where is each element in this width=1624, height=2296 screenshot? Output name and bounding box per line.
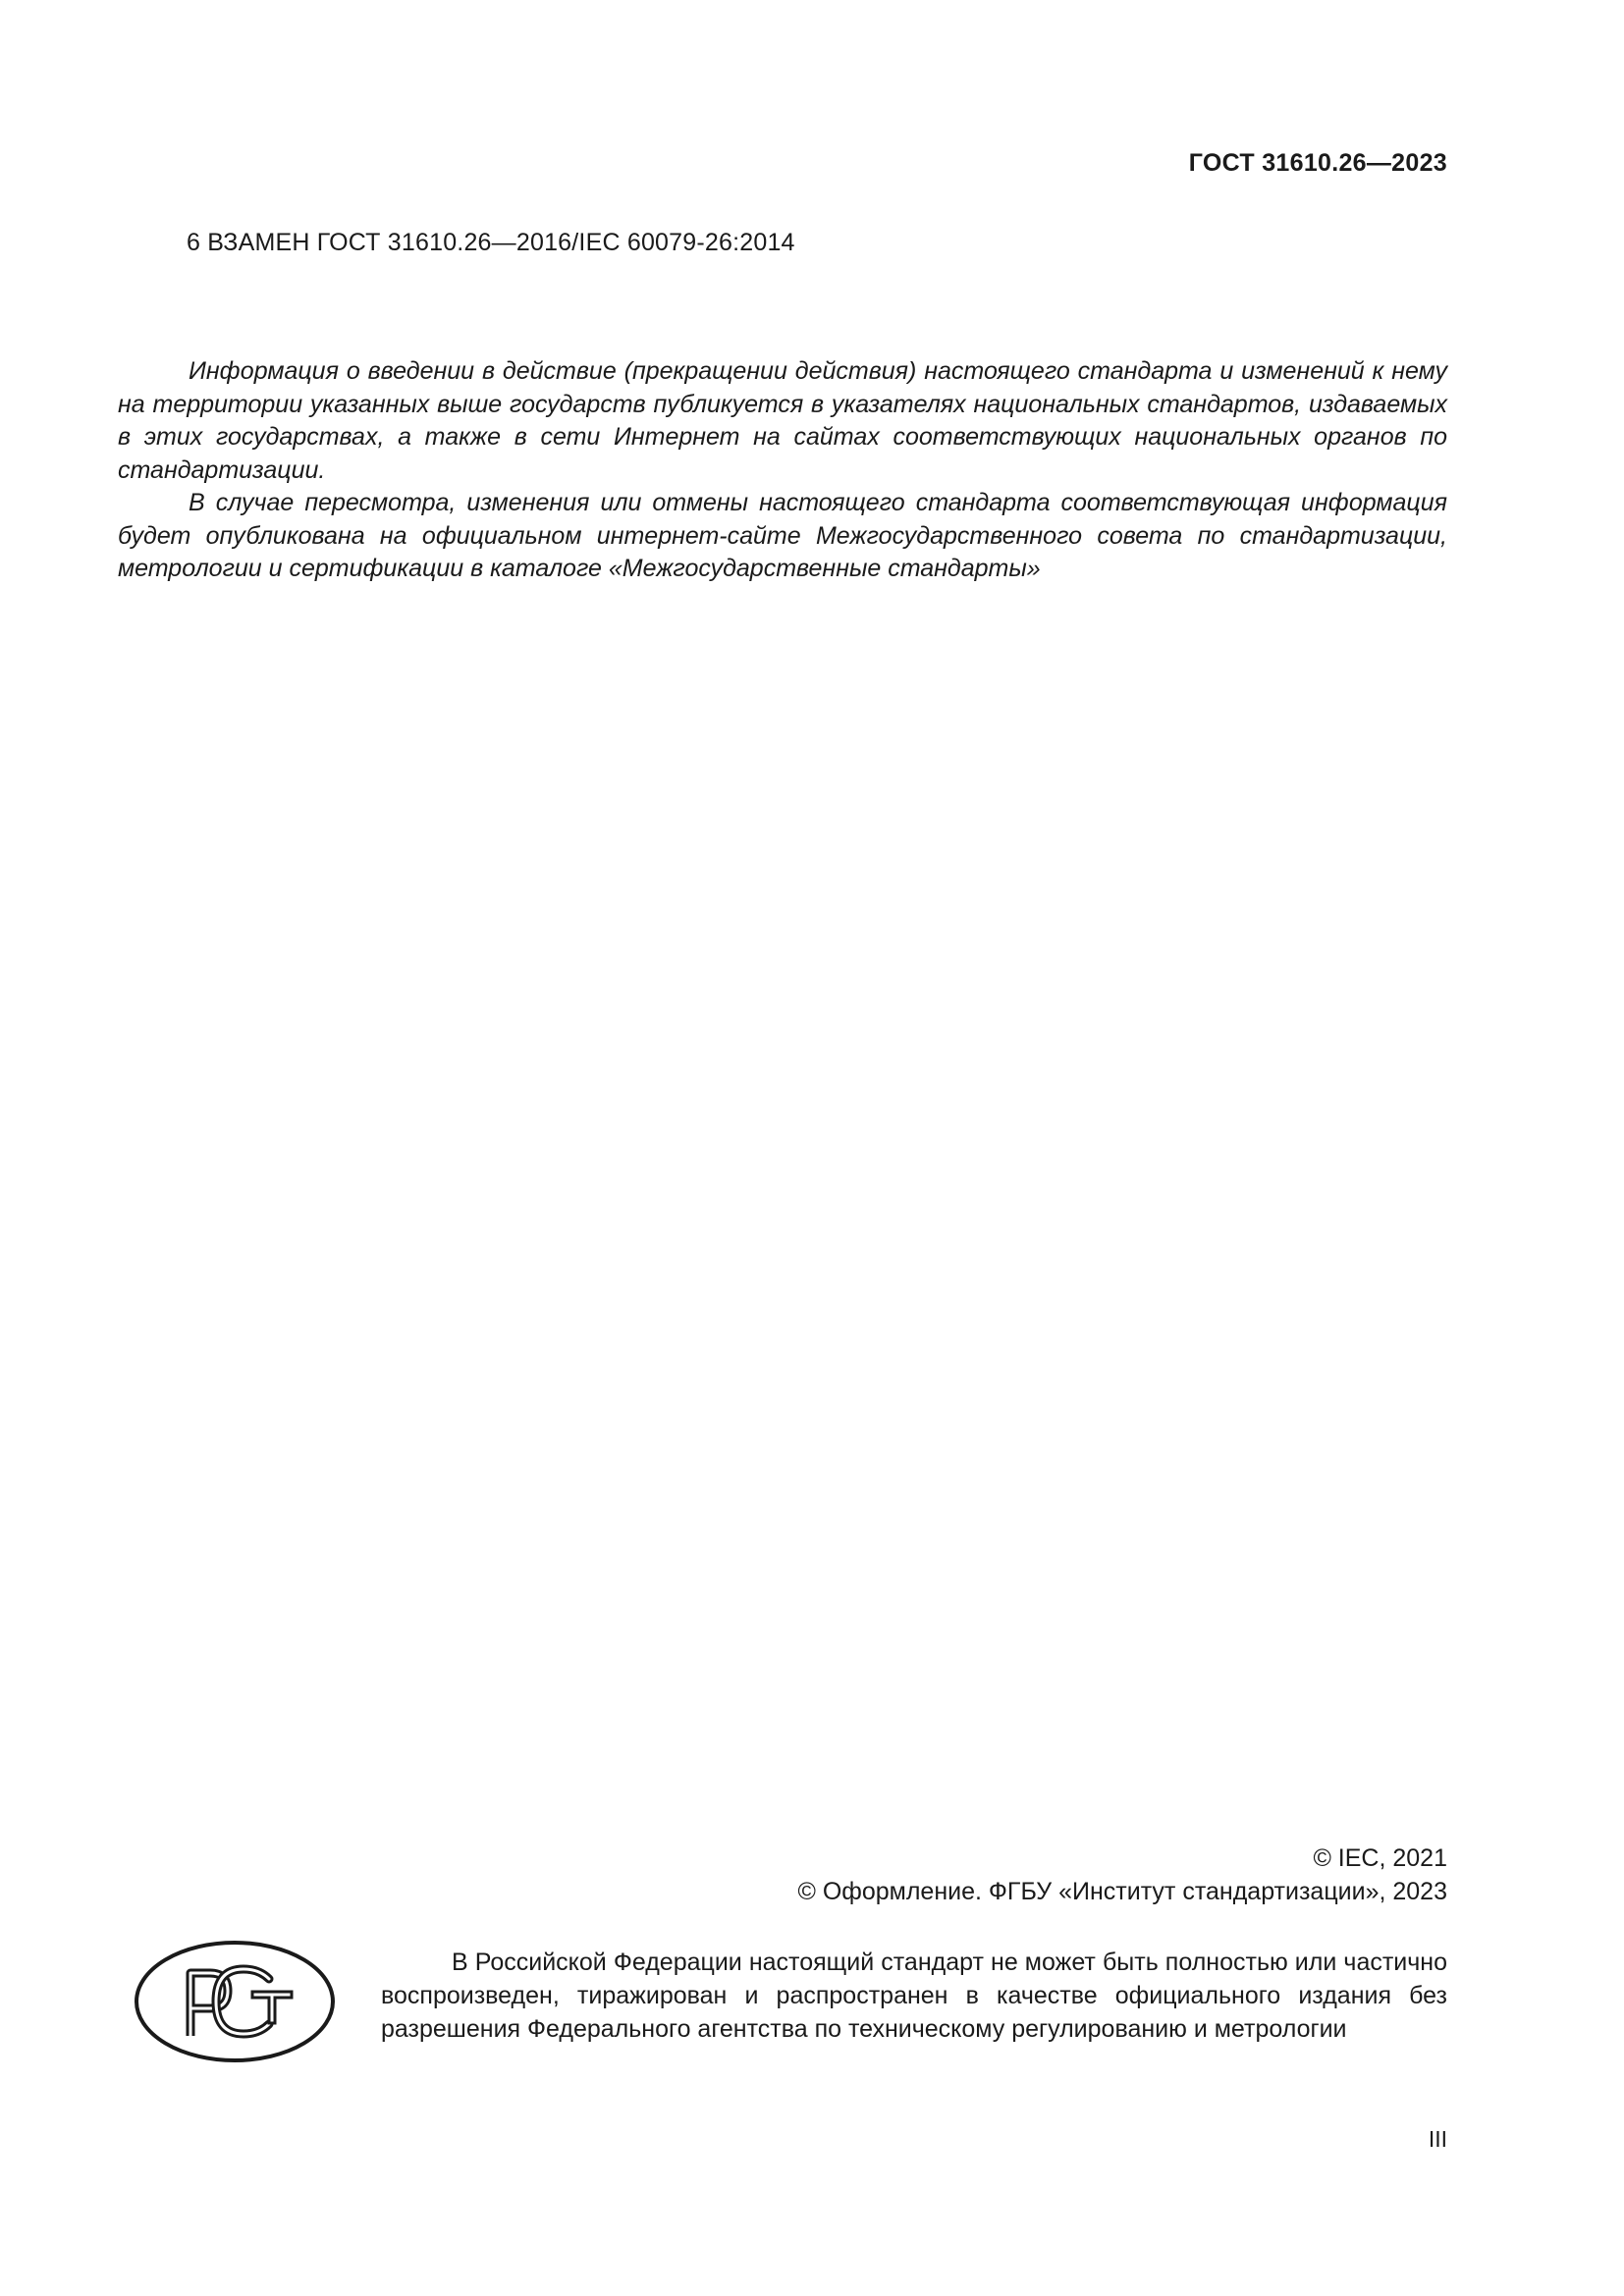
copyright-design: © Оформление. ФГБУ «Институт стандартизации», 2023 [797,1878,1447,1905]
copyright-iec: © IEC, 2021 [1313,1844,1447,1872]
info-paragraph-1: Информация о введении в действие (прекращении действия) настоящего стандарта и изменений к нему на территории указанных выше государств публикуется в указателях национальных стандартов, издаваемых в этих государствах, а также в сети Интернет на сайтах соответствующих национальных органов по стандартизации. [118,357,1447,484]
notice-text: В Российской Федерации настоящий стандарт не может быть полностью или частично воспроизведен, тиражирован и распространен в качестве официального издания без разрешения Федерального агентства по техническому регулированию и метрологии [381,1949,1447,2043]
standard-code: ГОСТ 31610.26—2023 [1188,149,1447,177]
reproduction-notice [381,1946,1447,2046]
replaces-line: 6 ВЗАМЕН ГОСТ 31610.26—2016/IEC 60079-26:2014 [187,229,795,256]
rst-logo-icon [134,1940,336,2063]
info-paragraph-2: В случае пересмотра, изменения или отмены настоящего стандарта соответствующая информация будет опубликована на официальном интернет-сайте Межгосударственного совета по стандартизации, метрологии и сертификации в каталоге «Межгосударственные стандарты» [118,489,1447,582]
copyright-block [797,1842,1447,1908]
page-number: III [1428,2126,1447,2152]
publication-info [118,355,1447,586]
